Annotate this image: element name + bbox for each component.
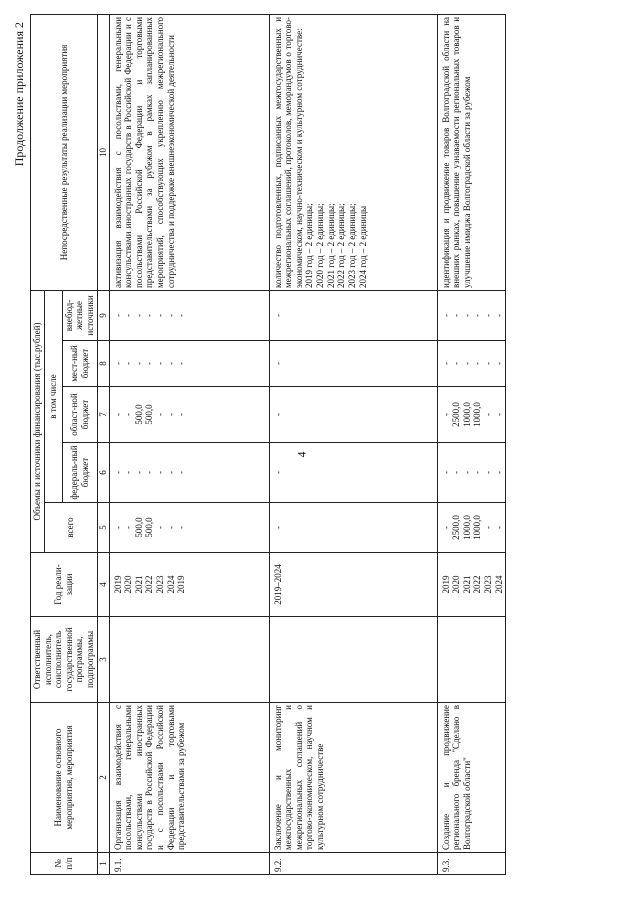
header-executor: Ответственный исполнитель, соисполнитель государственной программы, подпрограммы (31, 617, 98, 703)
row-name: Создание и продвижение регионального бренда "Сделано в Волгоградской области" (437, 703, 506, 853)
row-local: - - - - - - (437, 341, 506, 387)
row-regional: - (269, 387, 437, 443)
row-years: 2019–2024 (269, 553, 437, 617)
row-result: активизация взаимодействия с посольствами, генеральными консульствами иностранных государств в Российской Федерации и с посольствами Российской Федерации и торговыми представительствами за рубежом в рамках запланированных мероприятий, способствующих укреплению межрегионального сотрудничества и поддержке внешнеэкономической деятельности (109, 14, 269, 290)
row-executor (109, 617, 269, 703)
row-federal: - - - - - - (437, 443, 506, 503)
row-result: идентификация и продвижение товаров Волгоградской области на внешних рынках, повышение узнаваемости региональных товаров и улучшение имиджа Волгоградской области за рубежом (437, 14, 506, 290)
row-federal: - (269, 443, 437, 503)
col-number: 10 (97, 14, 109, 290)
row-num: 9.2. (269, 853, 437, 875)
funding-table (30, 14, 506, 875)
page-number: 4 (294, 451, 309, 458)
row-name: Заключение и мониторинг межгосударственных и межрегиональных соглашений о торгово-экономическом, научном и культурном сотрудничестве (269, 703, 437, 853)
table-row (437, 14, 506, 874)
row-extra: - - - - - - (437, 290, 506, 340)
table-row (109, 14, 269, 874)
col-number: 1 (97, 853, 109, 875)
row-years: 2019 2020 2021 2022 2023 2024 2019 (109, 553, 269, 617)
row-num: 9.1. (109, 853, 269, 875)
row-regional: - 2500,0 1000,0 1000,0 - - (437, 387, 506, 443)
col-number: 9 (97, 290, 109, 340)
header-result: Непосредственные результаты реализации мероприятия (31, 14, 98, 290)
table-row (269, 14, 437, 874)
col-number: 2 (97, 703, 109, 853)
row-executor (269, 617, 437, 703)
header-year: Год реали-зации (31, 553, 98, 617)
col-number: 7 (97, 387, 109, 443)
column-numbers-row (97, 14, 109, 874)
row-result: количество подготовленных, подписанных межгосударственных и межрегиональных соглашений, протоколов, меморандумов о торгово-экономическом, научно-техническом и культурном сотрудничестве: 2019 год – 2 единицы; 2020 год – 2 единицы; 2021 год – 2 единицы; 2022 год – 2 единицы; 2023 год – 2 единицы; 2024 год – 2 единицы (269, 14, 437, 290)
row-federal: - - - - - - - (109, 443, 269, 503)
header-local: мест-ный бюджет (62, 341, 97, 387)
row-num: 9.3. (437, 853, 506, 875)
row-local: - (269, 341, 437, 387)
header-total: всего (44, 503, 97, 553)
col-number: 4 (97, 553, 109, 617)
row-total: - - 500,0 500,0 - - - (109, 503, 269, 553)
row-extra: - - - - - - - (109, 290, 269, 340)
header-regional: област-ной бюджет (62, 387, 97, 443)
row-regional: - - 500,0 500,0 - - - (109, 387, 269, 443)
header-name: Наименование основного мероприятия, мероприятия (31, 703, 98, 853)
row-extra: - (269, 290, 437, 340)
header-including: в том числе (44, 290, 62, 502)
row-executor (437, 617, 506, 703)
col-number: 6 (97, 443, 109, 503)
row-name: Организация взаимодействия с посольствами, генеральными консульствами иностранных государств в Российской Федерации и с посольствами Российской Федерации и торговыми представительствами за рубежом (109, 703, 269, 853)
col-number: 8 (97, 341, 109, 387)
header-num: № п/п (31, 853, 98, 875)
row-local: - - - - - - - (109, 341, 269, 387)
header-extra: внебюд-жетные источники (62, 290, 97, 340)
row-total: - 2500,0 1000,0 1000,0 - - (437, 503, 506, 553)
col-number: 5 (97, 503, 109, 553)
continuation-title: Продолжение приложения 2 (12, 22, 26, 167)
row-total: - (269, 503, 437, 553)
header-funding: Объемы и источники финансирования (тыс.рублей) (31, 290, 45, 552)
header-federal: федераль-ный бюджет (62, 443, 97, 503)
row-years: 2019 2020 2021 2022 2023 2024 (437, 553, 506, 617)
col-number: 3 (97, 617, 109, 703)
